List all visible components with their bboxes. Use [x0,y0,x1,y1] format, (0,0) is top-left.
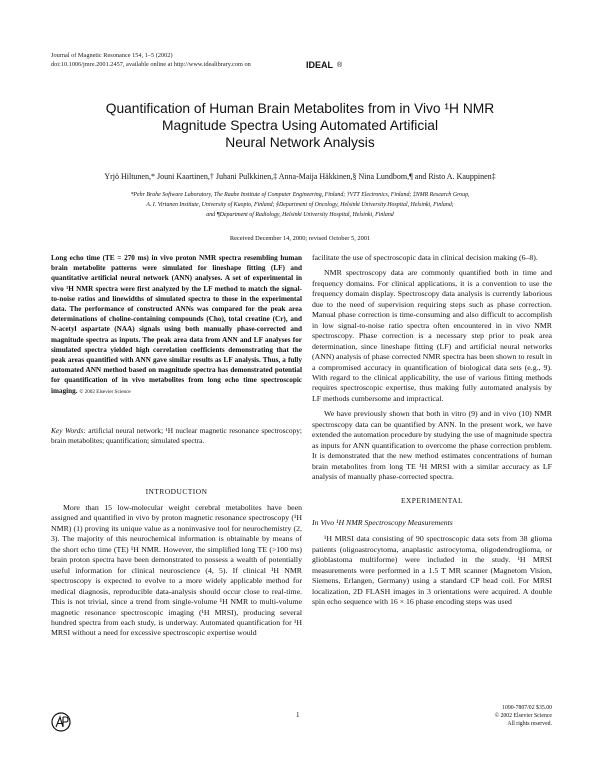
experimental-heading: EXPERIMENTAL [400,495,464,505]
author-list: Yrjö Hiltunen,* Jouni Kaartinen,† Juhani Pulkkinen,‡ Anna-Maija Häkkinen,§ Nina Lundbom,¶ and Risto A. Kauppinen‡ [104,172,496,181]
rights-reserved: All rights reserved. [507,721,552,727]
affiliation-line-1: *Pehr Brahe Software Laboratory, The Raahe Institute of Computer Engineering, Finland; †VTT Electronics, Finland; ‡NMR Research Group, [130,192,470,198]
keywords-text: artificial neural network; ¹H nuclear magnetic resonance spectroscopy; brain metabolites; quantification; simulated spectra. [51,426,302,446]
publisher-info [470,704,552,728]
keywords [51,426,302,446]
keywords-label: Key Words: [51,426,86,435]
page-number: 1 [296,711,300,719]
abstract-copyright: © 2002 Elsevier Science [79,388,131,395]
introduction-body [51,503,302,644]
abstract [51,253,302,397]
journal-citation: Journal of Magnetic Resonance 154, 1–5 (2002) [51,52,173,59]
journal-header [51,52,251,70]
right-column [312,253,552,613]
footer-copyright: © 2002 Elsevier Science [494,713,552,719]
introduction-heading: INTRODUCTION [145,487,208,496]
title-line-3: Neural Network Analysis [225,135,375,150]
title-line-2: Magnitude Spectra Using Automated Artificial [161,118,439,133]
abstract-text: Long echo time (TE = 270 ms) in vivo proton NMR spectra resembling human brain metabolite patterns were simulated for lineshape fitting (LF) and quantitative artificial neural network (ANN) analyses. A set of experimental in vivo ¹H NMR spectra were first analyzed by the LF method to match the signal-to-noise ratios and linewidths of simulated spectra to those in the experimental data. The performance of constructed ANNs was compared for the peak area determinations of choline-containing compounds (Cho), total creatine (Cr), and N-acetyl aspartate (NAA) signals using both manually phase-corrected and magnitude spectra as inputs. The peak area data from ANN and LF analyses for simulated spectra yielded high correlation coefficients demonstrating that the peak areas quantified with ANN gave similar results as LF analysis. Thus, a fully automated ANN method based on magnitude spectra has demonstrated potential for quantification of in vivo metabolites from long echo time spectroscopic imaging. [51,254,302,395]
paragraph-measurements: ¹H MRSI data consisting of 90 spectroscopic data sets from 38 glioma patients (oligoastrocytoma, anaplastic astrocytoma, oligodendroglioma, or glioblastoma multiforme) were included in the study. ¹H MRSI measurements were performed in a 1.5 T MR scanner (Magnetom Vision, Siemens, Erlangen, Germany) using a standard CP head coil. For MRSI localization, 2D FLASH images in 3 orientations were acquired. A double spin echo sequence with 16 × 16 phase encoding steps was used [312,534,552,607]
article-title [60,100,540,151]
paragraph-quantification: NMR spectroscopy data are commonly quantified both in time and frequency domains. For clinical applications, it is a convention to use the frequency domain display. Spectroscopy data analysis is currently laborious due to the need of supervision requiring steps such as phase correction. Manual phase correction is time-consuming and also difficult to accomplish in low signal-to-noise ratio spectra often encountered in in vivo NMR spectroscopy. Phase correction is a necessary step prior to peak area determination, since lineshape fitting (LF) and artificial neural networks (ANN) analysis of phase corrected NMR spectra has been shown to result in a compromised accuracy in quantification of biological data sets (e.g., 9). With regard to the clinical applicability, the use of various fitting methods requires spectroscopic expertise, thus making fully automated analysis by LF methods cumbersome and impractical. [312,268,552,403]
paragraph-previous-work: We have previously shown that both in vitro (9) and in vivo (10) NMR spectroscopy data can be quantified by ANN. In the present work, we have extended the automation procedure by studying the use of magnitude spectra as inputs for ANN quantification to overcome the phase correction problem. It is demonstrated that the new method estimates concentrations of human brain metabolites from long TE ¹H MRSI with a similar accuracy as LF analysis of manually phase-corrected spectra. [312,409,552,482]
affiliation-line-2: A. I. Virtanen Institute, University of Kuopio, Finland; §Department of Oncology, Helsinki University Hospital, Helsinki, Finland; [146,202,454,208]
paragraph-continuation: facilitate the use of spectroscopic data in clinical decision making (6–8). [312,253,538,262]
ideal-library-logo [306,59,346,70]
ideal-logo-text: IDEAL [306,60,333,70]
svg-text:®: ® [337,62,343,69]
academic-press-logo [51,712,71,732]
title-line-1: Quantification of Human Brain Metabolites from in Vivo ¹H NMR [105,101,495,116]
journal-doi: doi:10.1006/jmre.2001.2457, available online at http://www.idealibrary.com on [51,60,251,68]
affiliation-line-3: and ¶Department of Radiology, Helsinki University Hospital, Helsinki, Finland [206,212,394,218]
introduction-paragraph: More than 15 low-molecular weight cerebral metabolites have been assigned and quantified in vivo by proton magnetic resonance spectroscopy (¹H NMR) (1) proving its unique value as a noninvasive tool for neurochemistry (2, 3). The majority of this neurochemical information is obtainable by means of the short echo time (TE) ¹H NMR. However, the simplified long TE (>100 ms) brain proton spectra have been demonstrated to possess a wealth of potentially useful information for clinical neuroscience (4, 5). If clinical ¹H NMR spectroscopy is expected to evolve to a more widely applicable method for medical diagnosis, reproducible data-analysis should occur close to real-time. This is not trivial, since a trend from single-volume ¹H NMR to multi-volume magnetic resonance spectroscopic imaging (¹H MRSI), producing several hundred spectra from each study, is underway. Automated quantification for ¹H MRSI without a need for excessive spectroscopic expertise would [51,503,302,638]
price-code: 1090-7807/02 $35.00 [502,705,552,711]
affiliations [60,190,540,220]
experimental-subheading: In Vivo ¹H NMR Spectroscopy Measurements [312,517,453,527]
received-dates: Received December 14, 2000; revised October 5, 2001 [229,235,371,242]
